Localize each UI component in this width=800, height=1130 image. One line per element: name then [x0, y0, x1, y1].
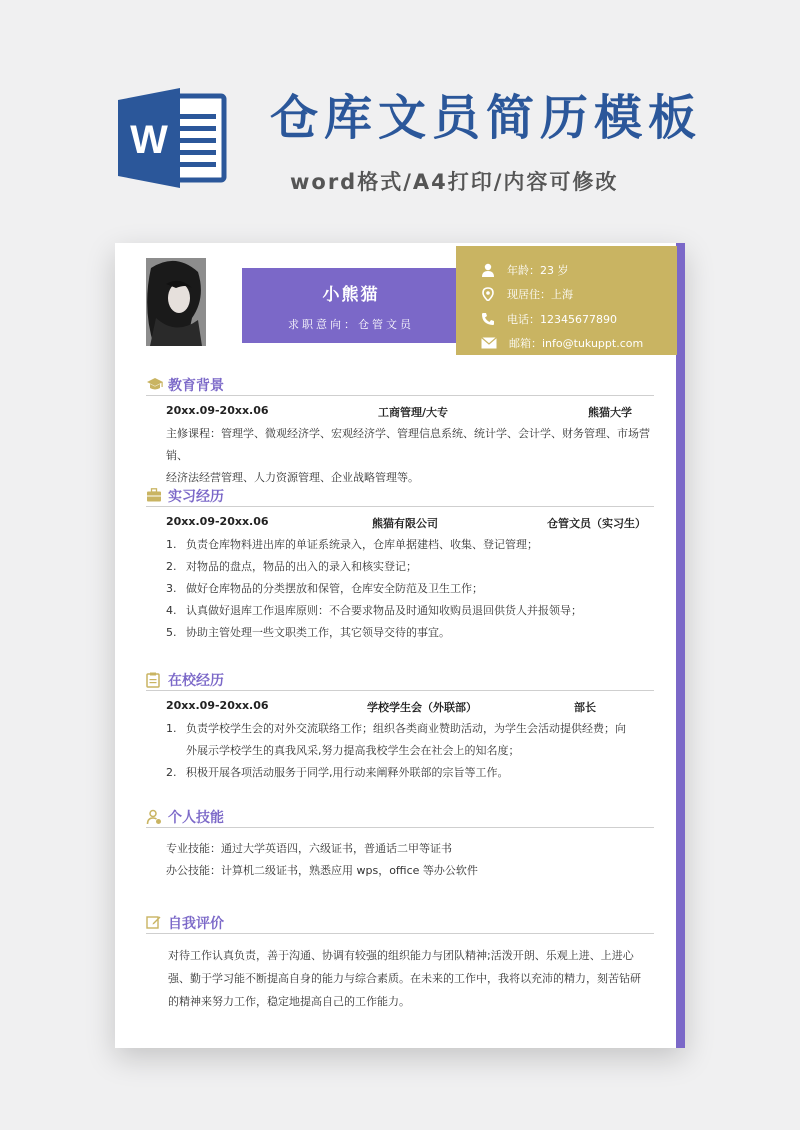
section-skills — [146, 806, 654, 882]
education-major: 工商管理/大专 — [378, 406, 449, 419]
list-item: 3. 做好仓库物品的分类摆放和保管，仓库安全防范及卫生工作； — [166, 582, 483, 595]
section-header — [146, 806, 654, 828]
graduation-cap-icon — [146, 377, 164, 391]
phone-text[interactable]: 电话：12345677890 — [507, 313, 617, 326]
section-campus — [146, 669, 654, 784]
campus-date: 20xx.09-20xx.06 — [166, 699, 269, 712]
education-header-row — [146, 404, 654, 423]
education-date: 20xx.09-20xx.06 — [166, 404, 269, 417]
svg-text:W: W — [130, 118, 168, 162]
section-evaluation — [146, 912, 654, 1013]
mail-icon — [481, 337, 497, 349]
section-title: 自我评价 — [168, 916, 224, 932]
accent-bar — [676, 243, 685, 1048]
email-row — [481, 334, 643, 352]
person-star-icon — [146, 809, 162, 825]
campus-duties — [146, 718, 654, 784]
internship-date: 20xx.09-20xx.06 — [166, 515, 269, 528]
section-header — [146, 374, 654, 396]
resume-document — [115, 243, 685, 1048]
course-line: 主修课程：管理学、微观经济学、宏观经济学、管理信息系统、统计学、会计学、财务管理、市场营销、 — [166, 427, 650, 462]
list-item: 1. 负责学校学生会的对外交流联络工作；组织各类商业赞助活动，为学生会活动提供经费；向外展示学校学生的真我风采,努力提高我校学生会在社会上的知名度； — [166, 722, 626, 757]
age-text: 年龄：23 岁 — [507, 264, 569, 277]
internship-duties — [146, 534, 654, 644]
location-pin-icon — [481, 287, 495, 301]
word-logo-icon — [118, 84, 230, 192]
person-icon — [481, 263, 495, 277]
section-title: 实习经历 — [168, 489, 224, 505]
section-education — [146, 374, 654, 489]
campus-org: 学校学生会（外联部） — [367, 701, 477, 714]
section-title: 在校经历 — [168, 673, 224, 689]
internship-header-row — [146, 515, 654, 534]
email-text[interactable]: 邮箱：info@tukuppt.com — [509, 337, 644, 350]
campus-role: 部长 — [574, 701, 596, 714]
section-internship — [146, 485, 654, 644]
section-header — [146, 669, 654, 691]
banner-subtitle: word格式/A4打印/内容可修改 — [290, 170, 619, 194]
education-courses — [146, 423, 654, 489]
list-item: 2. 对物品的盘点，物品的出入的录入和核实登记； — [166, 560, 417, 573]
section-title: 个人技能 — [168, 810, 224, 826]
banner-title: 仓库文员简历模板 — [270, 90, 703, 146]
internship-role: 仓管文员（实习生） — [547, 517, 646, 530]
skill-line: 办公技能：计算机二级证书，熟悉应用 wps，office 等办公软件 — [166, 864, 478, 877]
skills-list — [146, 838, 654, 882]
section-title: 教育背景 — [168, 378, 224, 394]
job-objective: 求职意向：仓管文员 — [288, 318, 414, 331]
edit-icon — [146, 915, 161, 930]
section-header — [146, 912, 654, 934]
list-item: 4. 认真做好退库工作退库原则：不合要求物品及时通知收购员退回供货人并报领导； — [166, 604, 582, 617]
clipboard-icon — [146, 672, 160, 688]
contact-info-box — [456, 246, 677, 355]
name-box — [242, 268, 460, 343]
internship-company: 熊猫有限公司 — [372, 517, 438, 530]
age-row — [481, 261, 569, 279]
list-item: 1. 负责仓库物料进出库的单证系统录入，仓库单据建档、收集、登记管理； — [166, 538, 538, 551]
self-evaluation-text: 对待工作认真负责，善于沟通、协调有较强的组织能力与团队精神;活泼开朗、乐观上进、上进心强、勤于学习能不断提高自身的能力与综合素质。在未来的工作中，我将以充沛的精力，刻苦钻研的精神来努力工作，稳定地提高自己的工作能力。 — [168, 949, 641, 1008]
phone-row — [481, 310, 617, 328]
education-school: 熊猫大学 — [588, 406, 632, 419]
skill-line: 专业技能：通过大学英语四，六级证书，普通话二甲等证书 — [166, 842, 452, 855]
candidate-name: 小熊猫 — [322, 285, 380, 305]
course-line: 经济法经营管理、人力资源管理、企业战略管理等。 — [166, 471, 419, 484]
residence-text: 现居住：上海 — [507, 288, 573, 301]
list-item: 5. 协助主管处理一些文职类工作，其它领导交待的事宜。 — [166, 626, 450, 639]
phone-icon — [481, 312, 495, 326]
avatar — [146, 258, 206, 346]
briefcase-icon — [146, 488, 162, 502]
section-header — [146, 485, 654, 507]
campus-header-row — [146, 699, 654, 718]
list-item: 2. 积极开展各项活动服务于同学,用行动来阐释外联部的宗旨等工作。 — [166, 766, 509, 779]
residence-row — [481, 285, 573, 303]
